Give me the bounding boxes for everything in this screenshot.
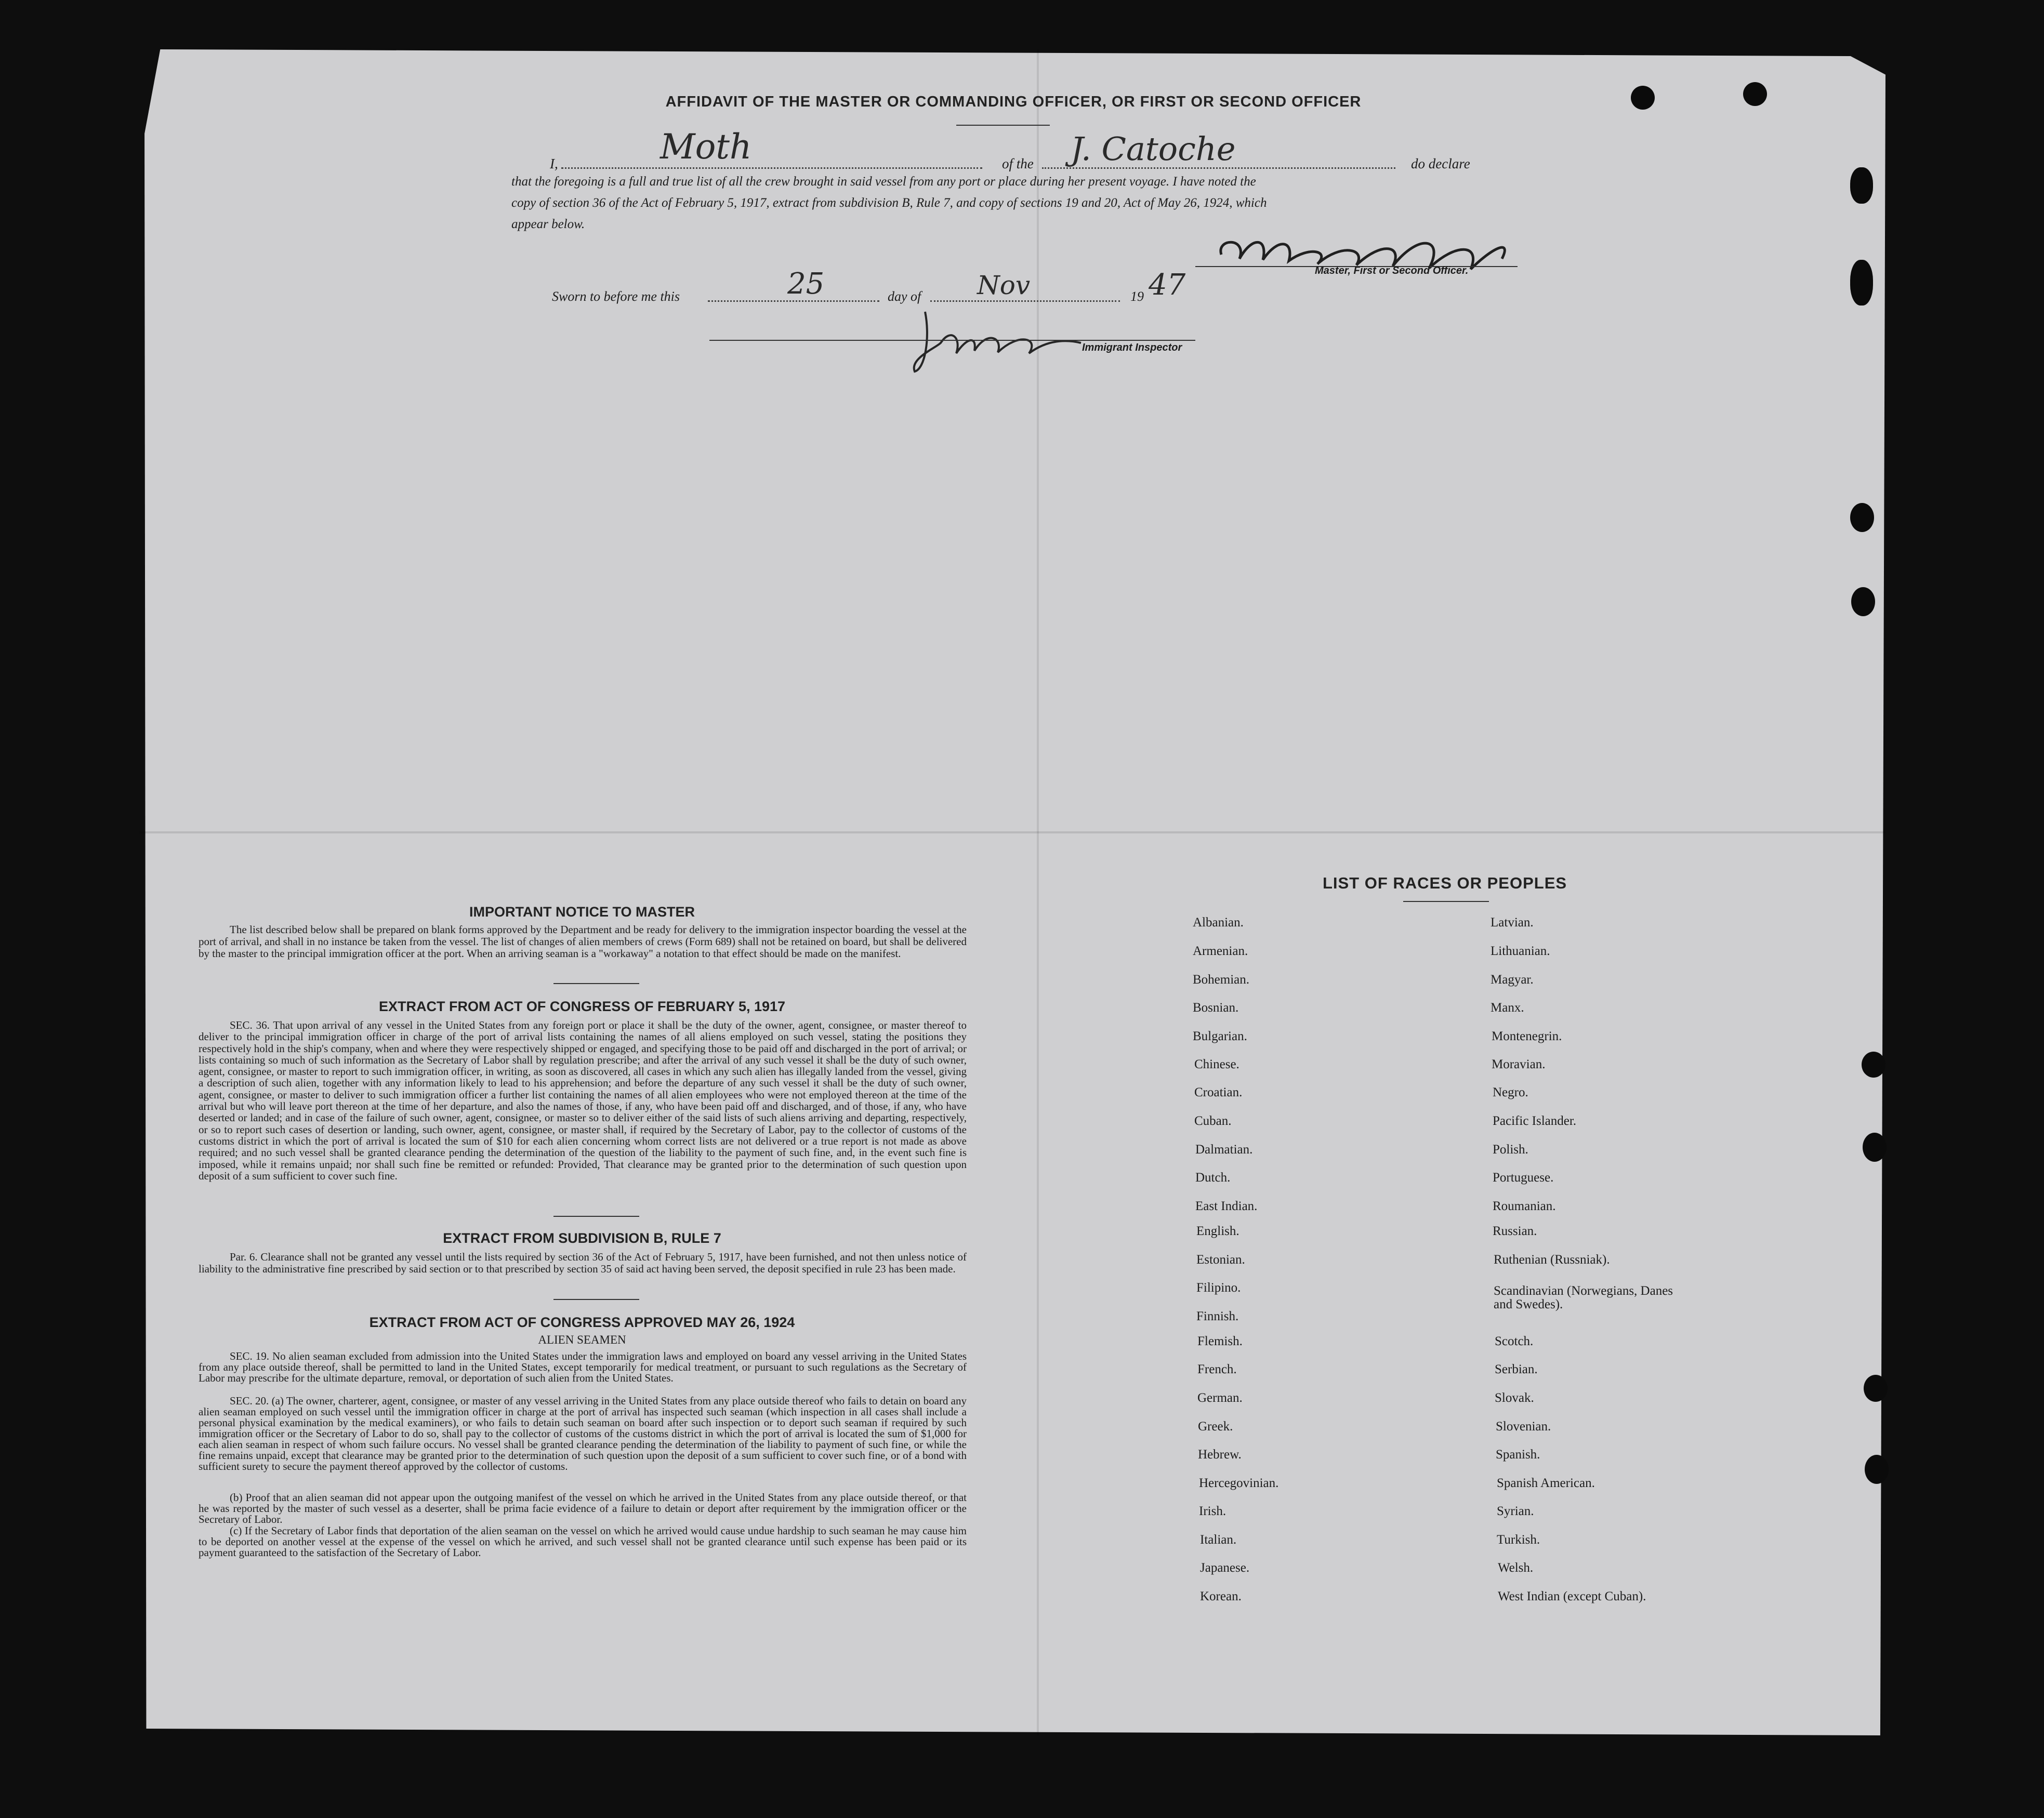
race-item: German.: [1197, 1391, 1243, 1405]
race-item: Roumanian.: [1493, 1199, 1556, 1213]
notice-text: The list described below shall be prepared on blank forms approved by the Department and be ready for delivery to the immigration inspector boarding the vessel at the port of arrival, and shall in no instance be taken from the vessel. The list of changes of alien members of crews (Form 689) shall not be retained on board, but shall be delivered by the master to the principal immigration officer at the port. When an arriving seaman is a "workaway" a notation to that effect should be made on the manifest.: [199, 923, 967, 960]
race-item: Turkish.: [1497, 1533, 1540, 1547]
race-item: Estonian.: [1196, 1253, 1245, 1267]
race-item: Negro.: [1493, 1085, 1528, 1099]
divider: [553, 1299, 639, 1300]
punch-hole: [1850, 260, 1873, 306]
affidavit-body-line-3: appear below.: [511, 217, 585, 231]
race-item: Korean.: [1200, 1589, 1242, 1603]
alien-seamen-subtitle: ALIEN SEAMEN: [538, 1333, 626, 1346]
punch-hole: [1851, 587, 1875, 616]
race-item: Welsh.: [1498, 1561, 1534, 1575]
race-item: Spanish American.: [1497, 1476, 1595, 1490]
race-item: Cuban.: [1194, 1114, 1232, 1128]
affidavit-title: AFFIDAVIT OF THE MASTER OR COMMANDING OFFICER, OR FIRST OR SECOND OFFICER: [665, 94, 1362, 110]
race-item: Dalmatian.: [1195, 1143, 1253, 1157]
race-item: Finnish.: [1196, 1309, 1239, 1323]
race-item: Hercegovinian.: [1199, 1476, 1279, 1490]
race-item: Bohemian.: [1193, 973, 1250, 987]
race-item: Syrian.: [1497, 1504, 1534, 1518]
extract-1917-title: EXTRACT FROM ACT OF CONGRESS OF FEBRUARY 5, 1917: [378, 999, 786, 1014]
race-item: Filipino.: [1196, 1281, 1241, 1295]
race-item: Polish.: [1493, 1143, 1528, 1157]
race-item: Japanese.: [1200, 1561, 1250, 1575]
title-divider: [956, 125, 1050, 126]
race-item: Moravian.: [1492, 1057, 1546, 1071]
i-label: I,: [550, 156, 558, 171]
races-title: LIST OF RACES OR PEOPLES: [1322, 874, 1567, 892]
horizontal-fold-line: [139, 831, 1885, 833]
punch-hole: [1850, 503, 1874, 532]
month-handwritten: Nov: [977, 270, 1031, 300]
race-item: Spanish.: [1496, 1448, 1540, 1462]
race-item: Scotch.: [1495, 1334, 1534, 1348]
race-item: Chinese.: [1194, 1057, 1239, 1071]
punch-hole: [1850, 167, 1873, 204]
affidavit-body-line-1: that the foregoing is a full and true list of all the crew brought in said vessel from any port or place during her present voyage. I have noted the: [511, 175, 1256, 189]
race-item: Montenegrin.: [1492, 1029, 1562, 1043]
name-line: [561, 167, 982, 169]
rule7-text: Par. 6. Clearance shall not be granted any vessel until the lists required by section 36 of the Act of February 5, 1917, have been furnished, and not then unless notice of liability to the administrative fine prescribed by said section or to that prescribed by section 35 of said act having been served, the deposit specified in rule 23 has been made.: [199, 1251, 967, 1275]
race-item: Manx.: [1491, 1001, 1524, 1015]
extract-1924-sec20c: (c) If the Secretary of Labor finds that deportation of the alien seaman on the vessel on which he arrived would cause undue hardship to such seaman he may cause him to be deported on another vessel at the expense of the vessel on which he arrived, and such vessel shall not be granted clearance until such expense has been paid or its payment guaranteed to the satisfaction of the Secretary of Labor.: [199, 1524, 967, 1559]
divider: [553, 1216, 639, 1217]
race-item: Latvian.: [1491, 915, 1534, 930]
race-item: Irish.: [1199, 1504, 1227, 1518]
race-item: Greek.: [1198, 1419, 1233, 1434]
race-item: Magyar.: [1491, 973, 1534, 987]
rule7-title: EXTRACT FROM SUBDIVISION B, RULE 7: [443, 1230, 721, 1246]
race-item: Armenian.: [1193, 944, 1248, 958]
day-handwritten: 25: [787, 267, 825, 301]
race-item: Flemish.: [1197, 1334, 1243, 1348]
sworn-label: Sworn to before me this: [552, 289, 680, 304]
race-item: Pacific Islander.: [1493, 1114, 1577, 1128]
race-item: Lithuanian.: [1491, 944, 1550, 958]
month-line: [930, 300, 1120, 302]
race-item: East Indian.: [1195, 1199, 1258, 1213]
vertical-fold-line: [1037, 49, 1039, 1735]
race-item: Slovak.: [1495, 1391, 1534, 1405]
extract-1924-title: EXTRACT FROM ACT OF CONGRESS APPROVED MAY 26, 1924: [369, 1315, 795, 1330]
inspector-caption: Immigrant Inspector: [1082, 342, 1182, 353]
race-item: Albanian.: [1193, 915, 1244, 930]
punch-hole: [1864, 1375, 1888, 1402]
extract-1917-text: SEC. 36. That upon arrival of any vessel in the United States from any foreign port or place it shall be the duty of the owner, agent, consignee, or master thereof to deliver to the principal immigration officer in charge of the port of arrival lists containing the names of all aliens employed on such vessel, stating the positions they respectively hold in the ship's company, when and where they were respectively shipped or engaged, and specifying those to be paid off and discharged in the port of arrival; or lists containing so much of such information as the Secretary of Labor shall by regulation prescribe; and after the arrival of any such vessel it shall be the duty of such owner, agent, consignee, or master to report to such immigration officer, in writing, as soon as discovered, all cases in which any such alien has illegally landed from the vessel, giving a description of such alien, together with any information likely to lead to his apprehension; and before the departure of any such vessel it shall be the duty of such owner, agent, consignee, or master to deliver to such immigration officer a further list containing the names of all alien employees who were not employed thereon at the time of the arrival but who will leave port thereon at the time of her departure, and also the names of those, if any, who have been paid off and discharged, and of those, if any, who have deserted or landed; and in case of the failure of such owner, agent, consignee, or master so to deliver either of the said lists of such aliens arriving and departing, respectively, or so to report such cases of desertion or landing, such owner, agent, consignee, or master shall, if required by the Secretary of Labor, pay to the collector of customs of the customs district in which the port of arrival is located the sum of $10 for each alien concerning whom correct lists are not delivered or a true report is not made as above required; and no such vessel shall be granted clearance pending the determination of the question of the liability to the payment of such fine, and, in the event such fine is imposed, while it remains unpaid; nor shall such fine be remitted or refunded: Provided, That clearance may be granted prior to the determination of such question upon deposit of a sum sufficient to cover such fine.: [199, 1019, 967, 1182]
race-item: Italian.: [1200, 1533, 1237, 1547]
inspector-signature: [904, 307, 1091, 379]
extract-1924-sec20b: (b) Proof that an alien seaman did not appear upon the outgoing manifest of the vessel on which he arrived in the United States from any place outside thereof, or that he was reported by the master of such vessel as a deserter, shall be prima facie evidence of a failure to detain or deport after requirement by the immigration officer or the Secretary of Labor.: [199, 1491, 967, 1525]
declare-label: do declare: [1411, 156, 1470, 171]
race-item: Croatian.: [1194, 1085, 1243, 1099]
race-item: English.: [1196, 1224, 1239, 1238]
notice-title: IMPORTANT NOTICE TO MASTER: [469, 904, 695, 920]
name-handwritten: Moth: [660, 127, 752, 167]
race-item: Hebrew.: [1198, 1448, 1242, 1462]
year-prefix: 19: [1130, 289, 1144, 304]
extract-1924-sec19: SEC. 19. No alien seaman excluded from admission into the United States under the immigration laws and employed on board any vessel arriving in the United States from any place outside thereof, shall be permitted to land in the United States, except temporarily for medical treatment, or pursuant to such regulations as the Secretary of Labor may prescribe for the ultimate departure, removal, or deportation of such alien from the United States.: [199, 1350, 967, 1384]
race-item: French.: [1197, 1362, 1237, 1376]
race-item: Bosnian.: [1193, 1001, 1239, 1015]
punch-hole: [1862, 1052, 1885, 1078]
race-item: Bulgarian.: [1193, 1029, 1247, 1043]
race-item: Ruthenian (Russniak).: [1494, 1253, 1610, 1267]
race-item: Scandinavian (Norwegians, Danes and Swedes).: [1494, 1284, 1673, 1311]
extract-1924-sec20a: SEC. 20. (a) The owner, charterer, agent, consignee, or master of any vessel arriving in the United States from any place outside thereof who fails to detain on board any alien seaman employed on such vessel until the immigration officer in charge at the port of arrival has inspected such seaman (which inspection in all cases shall include a personal physical examination by the medical examiners), or who fails to detain such seaman on board after such inspection or to deport such seaman if required by such immigration officer or the Secretary of Labor to do so, shall pay to the collector of customs of the customs district in which the port of arrival is located the sum of $1,000 for each alien seaman in respect of whom such failure occurs. No vessel shall be granted clearance pending the determination of the liability to payment of such fine, or while the fine remains unpaid, except that clearance may be granted prior to the determination of such question upon the deposit of a sum sufficient to cover such fine, or of a bond with sufficient surety to secure the payment thereof approved by the collector of customs.: [199, 1395, 967, 1472]
inspector-signature-line: [709, 340, 1195, 341]
race-item: Serbian.: [1495, 1362, 1538, 1376]
race-item: Slovenian.: [1496, 1419, 1551, 1434]
divider: [553, 983, 639, 984]
day-of-label: day of: [888, 289, 921, 304]
race-item: Portuguese.: [1493, 1171, 1554, 1185]
races-divider: [1403, 901, 1489, 902]
punch-hole: [1743, 82, 1767, 106]
race-item: Russian.: [1493, 1224, 1537, 1238]
race-item: Dutch.: [1195, 1171, 1231, 1185]
punch-hole: [1631, 86, 1655, 110]
of-the-label: of the: [1002, 156, 1034, 171]
punch-hole: [1865, 1455, 1889, 1484]
affidavit-body-line-2: copy of section 36 of the Act of February 5, 1917, extract from subdivision B, Rule 7, and copy of sections 19 and 20, Act of May 26, 1924, which: [511, 196, 1267, 210]
vessel-handwritten: J. Catoche: [1071, 130, 1236, 168]
year-handwritten: 47: [1149, 268, 1186, 302]
race-item: West Indian (except Cuban).: [1498, 1589, 1646, 1603]
master-caption: Master, First or Second Officer.: [1315, 265, 1469, 276]
punch-hole: [1863, 1133, 1887, 1162]
